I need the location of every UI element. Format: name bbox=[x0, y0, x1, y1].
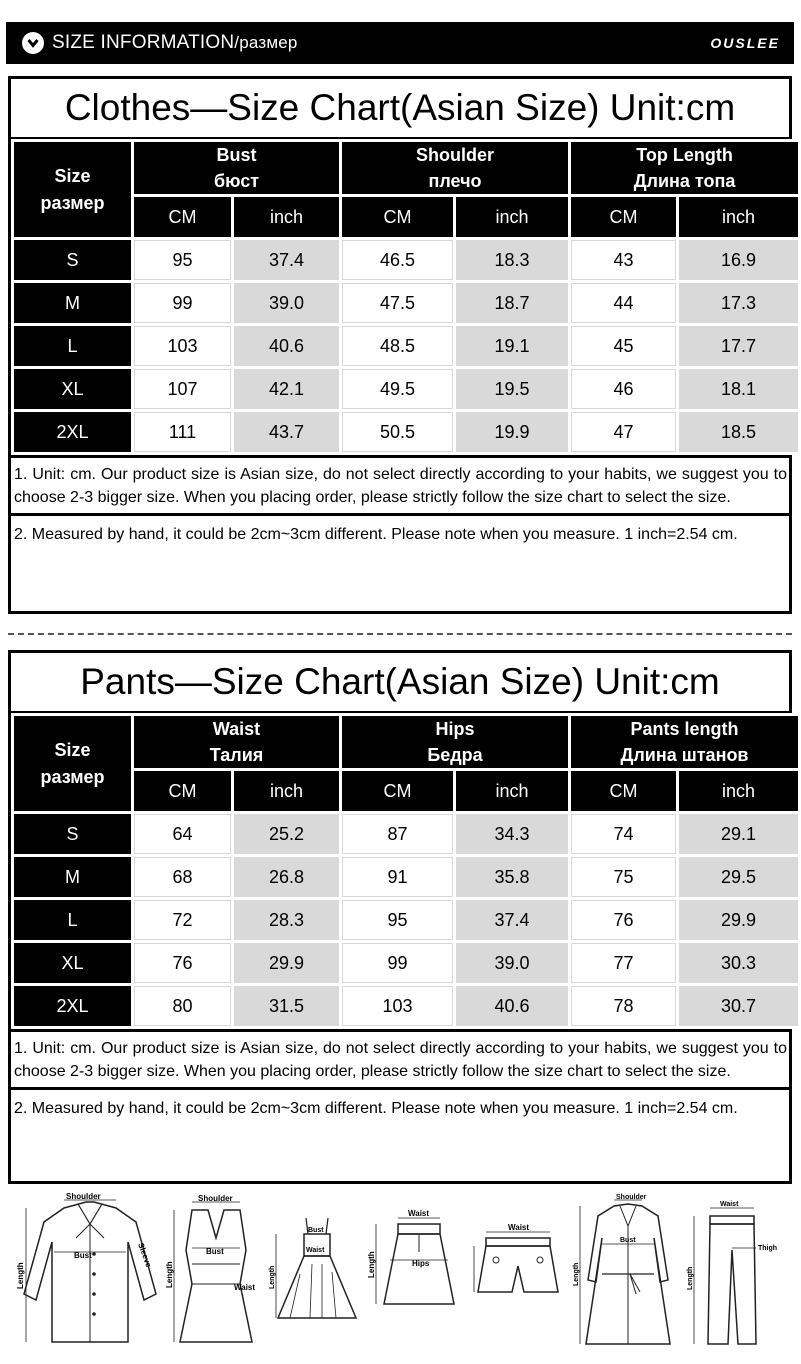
table-cell: 39.0 bbox=[456, 943, 568, 983]
table-cell: 91 bbox=[342, 857, 453, 897]
section-divider bbox=[8, 633, 792, 635]
table-cell: 111 bbox=[134, 412, 231, 452]
pants-size-table bbox=[11, 713, 801, 1029]
hips-label: Hips bbox=[412, 1259, 430, 1268]
pants-measure-diagram bbox=[684, 1194, 788, 1354]
table-cell: 45 bbox=[571, 326, 676, 366]
unit-header: CM bbox=[342, 771, 453, 811]
table-cell: 19.5 bbox=[456, 369, 568, 409]
pants-chart-title: Pants—Size Chart(Asian Size) Unit:cm bbox=[11, 653, 789, 714]
table-cell: 43 bbox=[571, 240, 676, 280]
size-label: 2XL bbox=[14, 412, 131, 452]
table-row bbox=[14, 814, 798, 854]
waist-label: Waist bbox=[234, 1283, 256, 1292]
unit-header: inch bbox=[234, 197, 339, 237]
size-label: L bbox=[14, 900, 131, 940]
hips-header: Hips Бедра bbox=[342, 716, 568, 768]
table-cell: 30.3 bbox=[679, 943, 798, 983]
table-cell: 107 bbox=[134, 369, 231, 409]
size-info-banner bbox=[6, 22, 794, 64]
size-note-1: 1. Unit: cm. Our product size is Asian size, do not select directly according to your habits, we suggest you to choose 2-3 bigger size. When you placing order, please strictly follow the size chart to select the size. bbox=[11, 1029, 789, 1087]
length-label: Length bbox=[367, 1251, 376, 1278]
unit-header: CM bbox=[134, 197, 231, 237]
length-label: Length bbox=[269, 1265, 276, 1289]
table-cell: 78 bbox=[571, 986, 676, 1026]
table-cell: 39.0 bbox=[234, 283, 339, 323]
brand-logo: OUSLEE bbox=[710, 35, 780, 51]
size-note-2: 2. Measured by hand, it could be 2cm~3cm different. Please note when you measure. 1 inch=2.54 cm. bbox=[11, 1087, 789, 1125]
shirt-measure-diagram bbox=[16, 1194, 164, 1354]
unit-header: inch bbox=[234, 771, 339, 811]
table-row bbox=[14, 986, 798, 1026]
top-length-header: Top Length Длина топа bbox=[571, 142, 798, 194]
unit-header: CM bbox=[571, 771, 676, 811]
length-label: Length bbox=[687, 1266, 694, 1290]
size-label: XL bbox=[14, 369, 131, 409]
waist-label: Waist bbox=[508, 1223, 530, 1232]
table-cell: 16.9 bbox=[679, 240, 798, 280]
pants-size-chart bbox=[8, 650, 792, 1184]
length-label: Length bbox=[165, 1261, 174, 1288]
table-cell: 37.4 bbox=[234, 240, 339, 280]
table-cell: 18.5 bbox=[679, 412, 798, 452]
length-label: Length bbox=[573, 1262, 580, 1286]
table-cell: 19.9 bbox=[456, 412, 568, 452]
size-note-1: 1. Unit: cm. Our product size is Asian size, do not select directly according to your habits, we suggest you to choose 2-3 bigger size. When you placing order, please strictly follow the size chart to select the size. bbox=[11, 455, 789, 513]
shoulder-label: Shoulder bbox=[616, 1194, 647, 1201]
table-cell: 17.3 bbox=[679, 283, 798, 323]
length-label: Length bbox=[16, 1262, 25, 1289]
size-label: 2XL bbox=[14, 986, 131, 1026]
bust-header: Bust бюст bbox=[134, 142, 339, 194]
size-header: Size размер bbox=[14, 716, 131, 811]
clothes-size-chart bbox=[8, 76, 792, 614]
size-note-2: 2. Measured by hand, it could be 2cm~3cm different. Please note when you measure. 1 inch=2.54 cm. bbox=[11, 513, 789, 551]
table-cell: 26.8 bbox=[234, 857, 339, 897]
table-cell: 50.5 bbox=[342, 412, 453, 452]
waist-label: Waist bbox=[306, 1247, 325, 1254]
waist-label: Waist bbox=[720, 1201, 739, 1208]
table-cell: 46 bbox=[571, 369, 676, 409]
table-cell: 35.8 bbox=[456, 857, 568, 897]
table-row bbox=[14, 412, 798, 452]
table-cell: 29.9 bbox=[679, 900, 798, 940]
skirt-measure-diagram bbox=[368, 1194, 464, 1354]
table-cell: 25.2 bbox=[234, 814, 339, 854]
chevron-down-circle-icon bbox=[22, 32, 44, 54]
table-cell: 44 bbox=[571, 283, 676, 323]
table-cell: 47.5 bbox=[342, 283, 453, 323]
bust-label: Bust bbox=[620, 1237, 636, 1244]
table-cell: 95 bbox=[134, 240, 231, 280]
table-row bbox=[14, 943, 798, 983]
shoulder-label: Shoulder bbox=[198, 1194, 233, 1203]
table-cell: 18.1 bbox=[679, 369, 798, 409]
table-cell: 99 bbox=[134, 283, 231, 323]
bust-label: Bust bbox=[74, 1251, 92, 1260]
size-label: M bbox=[14, 857, 131, 897]
table-cell: 47 bbox=[571, 412, 676, 452]
table-cell: 48.5 bbox=[342, 326, 453, 366]
table-cell: 37.4 bbox=[456, 900, 568, 940]
size-label: L bbox=[14, 326, 131, 366]
table-cell: 46.5 bbox=[342, 240, 453, 280]
table-cell: 30.7 bbox=[679, 986, 798, 1026]
waist-header: Waist Талия bbox=[134, 716, 339, 768]
table-cell: 76 bbox=[571, 900, 676, 940]
unit-header: CM bbox=[134, 771, 231, 811]
thigh-label: Thigh bbox=[758, 1245, 778, 1252]
clothes-size-table bbox=[11, 139, 801, 455]
table-cell: 19.1 bbox=[456, 326, 568, 366]
table-cell: 43.7 bbox=[234, 412, 339, 452]
unit-header: inch bbox=[679, 771, 798, 811]
table-cell: 76 bbox=[134, 943, 231, 983]
sleeve-label: Sleeve bbox=[136, 1241, 154, 1269]
table-row bbox=[14, 326, 798, 366]
size-label: M bbox=[14, 283, 131, 323]
table-row bbox=[14, 240, 798, 280]
size-header: Size размер bbox=[14, 142, 131, 237]
table-row bbox=[14, 283, 798, 323]
table-cell: 31.5 bbox=[234, 986, 339, 1026]
table-cell: 87 bbox=[342, 814, 453, 854]
table-cell: 42.1 bbox=[234, 369, 339, 409]
banner-title: SIZE INFORMATION/размер bbox=[52, 32, 298, 53]
table-row bbox=[14, 900, 798, 940]
unit-header: inch bbox=[456, 771, 568, 811]
table-cell: 77 bbox=[571, 943, 676, 983]
table-cell: 29.1 bbox=[679, 814, 798, 854]
table-cell: 34.3 bbox=[456, 814, 568, 854]
waist-label: Waist bbox=[408, 1209, 430, 1218]
shoulder-label: Shoulder bbox=[66, 1192, 101, 1201]
unit-header: CM bbox=[571, 197, 676, 237]
shorts-measure-diagram bbox=[468, 1194, 568, 1354]
table-cell: 75 bbox=[571, 857, 676, 897]
table-cell: 18.7 bbox=[456, 283, 568, 323]
table-cell: 40.6 bbox=[234, 326, 339, 366]
table-row bbox=[14, 857, 798, 897]
table-cell: 68 bbox=[134, 857, 231, 897]
table-cell: 80 bbox=[134, 986, 231, 1026]
size-label: XL bbox=[14, 943, 131, 983]
table-cell: 40.6 bbox=[456, 986, 568, 1026]
table-cell: 95 bbox=[342, 900, 453, 940]
table-cell: 72 bbox=[134, 900, 231, 940]
coat-measure-diagram bbox=[574, 1194, 682, 1354]
unit-header: inch bbox=[456, 197, 568, 237]
table-cell: 49.5 bbox=[342, 369, 453, 409]
table-cell: 99 bbox=[342, 943, 453, 983]
table-cell: 74 bbox=[571, 814, 676, 854]
size-label: S bbox=[14, 240, 131, 280]
table-cell: 18.3 bbox=[456, 240, 568, 280]
table-cell: 103 bbox=[134, 326, 231, 366]
dress-measure-diagram bbox=[270, 1194, 362, 1354]
bust-label: Bust bbox=[206, 1247, 224, 1256]
bust-label: Bust bbox=[308, 1227, 324, 1234]
clothes-chart-title: Clothes—Size Chart(Asian Size) Unit:cm bbox=[11, 79, 789, 140]
table-row bbox=[14, 369, 798, 409]
unit-header: CM bbox=[342, 197, 453, 237]
unit-header: inch bbox=[679, 197, 798, 237]
size-label: S bbox=[14, 814, 131, 854]
pants-length-header: Pants length Длина штанов bbox=[571, 716, 798, 768]
table-cell: 64 bbox=[134, 814, 231, 854]
table-cell: 29.9 bbox=[234, 943, 339, 983]
shoulder-header: Shoulder плечо bbox=[342, 142, 568, 194]
table-cell: 17.7 bbox=[679, 326, 798, 366]
table-cell: 103 bbox=[342, 986, 453, 1026]
table-cell: 29.5 bbox=[679, 857, 798, 897]
table-cell: 28.3 bbox=[234, 900, 339, 940]
top-measure-diagram bbox=[166, 1194, 266, 1354]
